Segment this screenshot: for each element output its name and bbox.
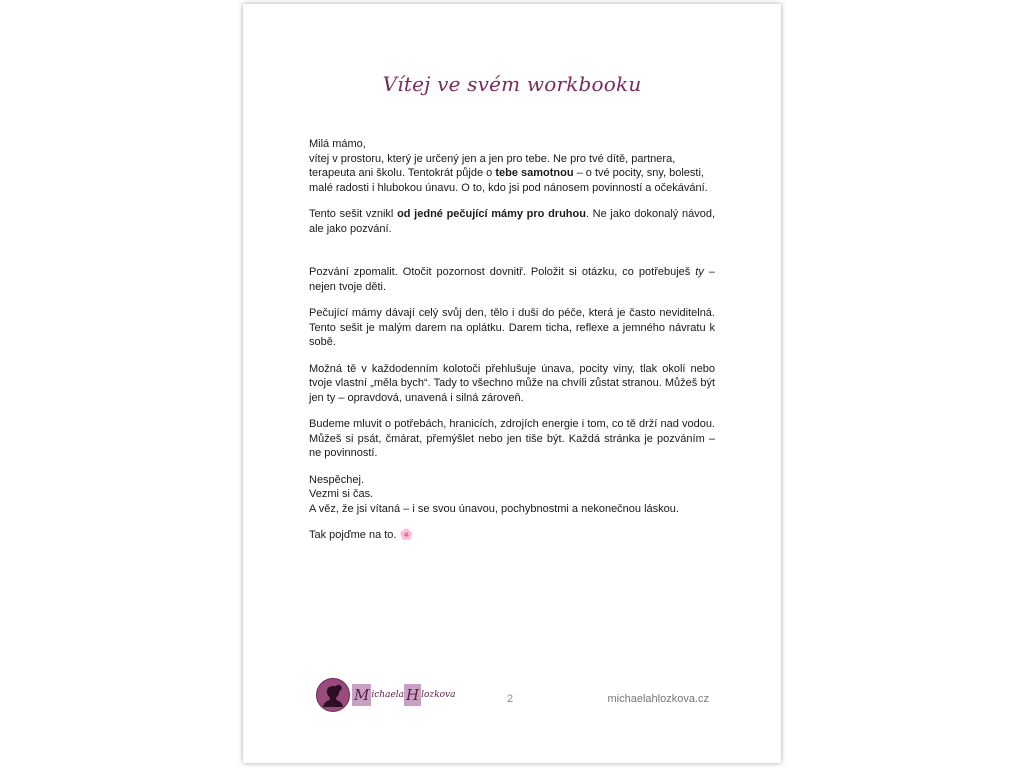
silhouette-icon xyxy=(316,678,350,712)
flower-icon: 🌸 xyxy=(399,529,414,541)
italic-text: ty xyxy=(695,266,704,278)
paragraph-topics: Budeme mluvit o potřebách, hranicích, zdrojích energie i tom, co tě drží nad vodou. Můžeš si psát, čmárat, přemýšlet nebo jen tiše být. Každá stránka je pozváním – ne povinností. xyxy=(309,418,715,459)
text-span: Tento sešit vznikl xyxy=(309,208,398,220)
text-span: Pozvání zpomalit. Otočit pozornost dovnitř. Položit si otázku, co potřebuješ xyxy=(309,266,696,278)
bold-text: tebe samotnou xyxy=(495,167,574,179)
text-line: Vezmi si čas. xyxy=(309,488,374,500)
paragraph-tiredness: Možná tě v každodenním kolotoči přehlušuje únava, pocity viny, tlak okolí nebo tvoje vlastní „měla bych“. Tady to všechno může na chvíli zůstat stranou. Můžeš být jen ty – opravdová, unavená i silná zároveň. xyxy=(309,362,715,404)
paragraph-invitation xyxy=(309,265,715,294)
paragraph-greeting xyxy=(309,137,715,195)
logo-wordmark xyxy=(352,683,455,707)
paragraph-lets-go xyxy=(309,528,715,543)
text-span: Tak pojďme na to. xyxy=(309,529,397,541)
greeting-line: Milá mámo, xyxy=(309,138,366,150)
paragraph-caring-moms: Pečující mámy dávají celý svůj den, tělo i duši do péče, která je často neviditelná. Tento sešit je malým darem na oplátku. Darem ticha, reflexe a jemného návratu k sobě. xyxy=(309,307,715,348)
text-line: Nespěchej. xyxy=(309,473,365,486)
page-title: Vítej ve svém workbooku xyxy=(382,72,642,96)
logo-text-first: ichaela xyxy=(371,690,405,700)
brand-logo xyxy=(316,677,456,713)
text-span: . Ne jako dokonalý návod, ale jako pozvání. xyxy=(309,208,715,235)
logo-letter-m: M xyxy=(354,686,370,704)
website-link[interactable]: michaelahlozkova.cz xyxy=(607,693,709,705)
text-span: vítej v prostoru, který je určený jen a jen pro tebe. Ne pro tvé dítě, partnera, terapeuta ani školu. Tentokrát půjde o xyxy=(309,152,676,179)
page-number: 2 xyxy=(507,693,514,705)
logo-text-last: lozkova xyxy=(421,690,456,700)
paragraph-origin xyxy=(309,207,715,236)
logo-letter-h: H xyxy=(406,686,420,704)
text-span: – nejen tvoje děti. xyxy=(309,266,715,293)
bold-text: od jedné pečující mámy pro druhou xyxy=(397,208,586,220)
paragraph-closing xyxy=(309,473,715,517)
text-span: – o tvé pocity, sny, bolesti, malé radosti i hlubokou únavu. O to, kdo jsi pod nánosem povinností a očekávání. xyxy=(309,167,708,194)
document-body xyxy=(309,137,715,555)
document-page xyxy=(243,4,781,763)
text-line: A věz, že jsi vítaná – i se svou únavou, pochybnostmi a nekonečnou láskou. xyxy=(309,502,679,515)
